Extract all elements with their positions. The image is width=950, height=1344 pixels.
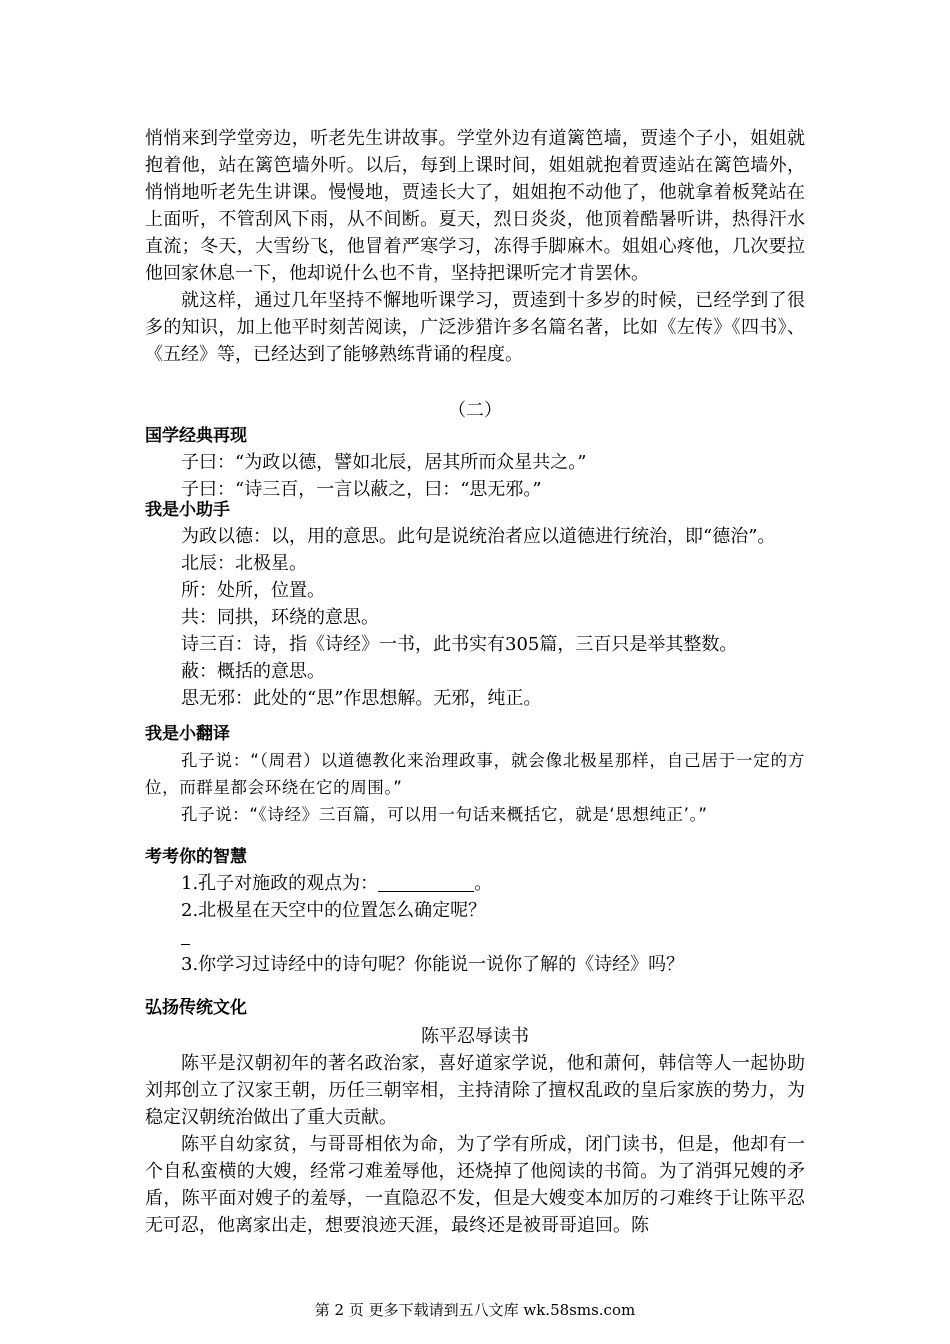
intro-paragraph-2: 就这样，通过几年坚持不懈地听课学习，贾逵到十多岁的时候，已经学到了很多的知识，加上他平时刻苦阅读，广泛涉猎许多名篇名著，比如《左传》《四书》、《五经》等，已经达到了能够熟练背诵的程度。 (145, 290, 805, 365)
quiz-answer-line-2 (145, 924, 805, 951)
translator-line-2: 孔子说：“《诗经》三百篇，可以用一句话来概括它，就是‘思想纯正’。” (181, 805, 708, 824)
helper-line-1: 为政以德：以，用的意思。此句是说统治者应以道德进行统治，即“德治”。 (181, 526, 776, 547)
classics-section (145, 424, 805, 503)
helper-line-2: 北辰：北极星。 (181, 553, 307, 574)
helper-line-6: 蔽：概括的意思。 (181, 661, 325, 682)
intro-block (145, 125, 805, 368)
section-title: （二） (448, 400, 502, 421)
answer-blank[interactable] (181, 930, 190, 945)
helper-line-5: 诗三百：诗，指《诗经》一书，此书实有305篇，三百只是举其整数。 (181, 634, 738, 655)
classics-line-2: 子曰：“诗三百，一言以蔽之，曰：“思无邪。” (181, 479, 542, 500)
classics-heading: 国学经典再现 (145, 426, 247, 446)
helper-line-4: 共：同拱，环绕的意思。 (181, 607, 379, 628)
quiz-section (145, 845, 805, 1000)
culture-section (145, 996, 805, 1239)
quiz-question-1-text: 1.孔子对施政的观点为： (181, 873, 379, 894)
translator-line-1: 孔子说：“（周君）以道德教化来治理政事，就会像北极星那样，自己居于一定的方位，而群星都会环绕在它的周围。” (145, 751, 805, 797)
story-title: 陈平忍辱读书 (421, 1026, 529, 1047)
answer-blank[interactable] (378, 873, 474, 892)
story-paragraph-1: 陈平是汉朝初年的著名政治家，喜好道家学说，他和萧何，韩信等人一起协助刘邦创立了汉家王朝，历任三朝宰相，主持清除了擅权乱政的皇后家族的势力，为稳定汉朝统治做出了重大贡献。 (145, 1053, 805, 1128)
quiz-question-2: 2.北极星在天空中的位置怎么确定呢？ (181, 900, 487, 921)
quiz-question-3: 3.你学习过诗经中的诗句呢？你能说一说你了解的《诗经》吗？ (181, 954, 685, 975)
classics-line-1: 子曰：“为政以德，譬如北辰，居其所而众星共之。” (181, 452, 587, 473)
translator-section (145, 722, 805, 828)
helper-line-3: 所：处所，位置。 (181, 580, 325, 601)
intro-paragraph-1: 悄悄来到学堂旁边，听老先生讲故事。学堂外边有道篱笆墙，贾逵个子小，姐姐就抱着他，站在篱笆墙外听。以后，每到上课时间，姐姐就抱着贾逵站在篱笆墙外，悄悄地听老先生讲课。慢慢地，贾逵长大了，姐姐抱不动他了，他就拿着板凳站在上面听，不管刮风下雨，从不间断。夏天，烈日炎炎，他顶着酷暑听讲，热得汗水直流；冬天，大雪纷飞，他冒着严寒学习，冻得手脚麻木。姐姐心疼他，几次要拉他回家休息一下，他却说什么也不肯，坚持把课听完才肯罢休。 (145, 128, 805, 284)
story-paragraph-2: 陈平自幼家贫，与哥哥相依为命，为了学有所成，闭门读书，但是，他却有一个自私蛮横的大嫂，经常刁难羞辱他，还烧掉了他阅读的书简。为了消弭兄嫂的矛盾，陈平面对嫂子的羞辱，一直隐忍不发，但是大嫂变本加厉的刁难终于让陈平忍无可忍，他离家出走，想要浪迹天涯，最终还是被哥哥追回。陈 (145, 1134, 805, 1236)
helper-section (145, 498, 805, 712)
helper-heading: 我是小助手 (145, 500, 230, 520)
quiz-heading: 考考你的智慧 (145, 847, 247, 867)
culture-heading: 弘扬传统文化 (145, 998, 247, 1018)
helper-line-7: 思无邪：此处的“思”作思想解。无邪，纯正。 (181, 688, 542, 709)
page-footer: 第 2 页 更多下载请到五八文库 wk.58sms.com (314, 1301, 636, 1319)
quiz-question-1-end: 。 (474, 873, 493, 894)
translator-heading: 我是小翻译 (145, 724, 230, 744)
quiz-question-1 (145, 870, 805, 897)
